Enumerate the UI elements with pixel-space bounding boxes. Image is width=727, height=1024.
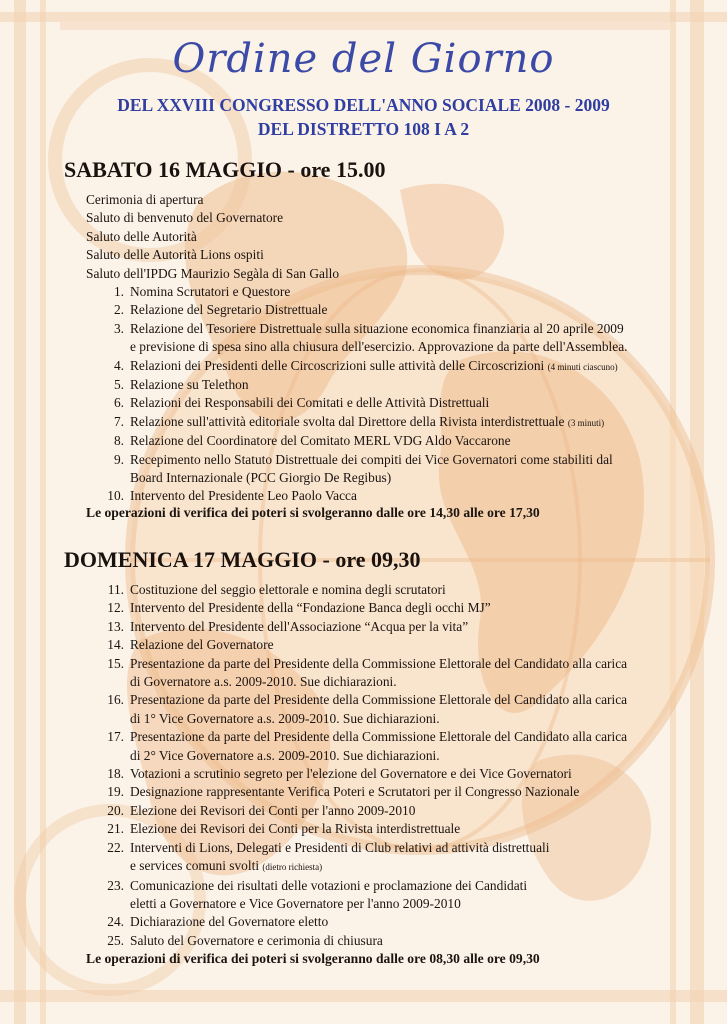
item-number: 4.	[113, 357, 124, 373]
agenda-item	[98, 877, 627, 914]
agenda-item	[98, 636, 627, 654]
item-text: Relazione del Coordinatore del Comitato MERL VDG Aldo Vaccarone	[130, 433, 511, 449]
item-number: 22.	[107, 839, 124, 855]
item-text: Votazioni a scrutinio segreto per l'elezione del Governatore e dei Vice Governatori	[130, 766, 572, 782]
item-number: 12.	[107, 600, 124, 616]
agenda-item	[98, 932, 627, 950]
item-text: Relazione del Segretario Distrettuale	[130, 302, 328, 318]
item-number: 17.	[107, 729, 124, 745]
intro-line: Saluto di benvenuto del Governatore	[86, 210, 284, 226]
item-number: 25.	[107, 932, 124, 948]
day1-agenda-list	[98, 283, 628, 506]
agenda-item	[98, 432, 628, 450]
agenda-item	[98, 802, 627, 820]
agenda-item	[98, 839, 627, 877]
item-text: Interventi di Lions, Delegati e Presidenti di Club relativi ad attività distrettuali	[130, 839, 550, 855]
item-number: 24.	[107, 914, 124, 930]
item-text: Relazioni dei Presidenti delle Circoscrizioni sulle attività delle Circoscrizioni	[130, 357, 545, 373]
item-text-continued: di Governatore a.s. 2009-2010. Sue dichiarazioni.	[130, 674, 397, 690]
item-number: 19.	[107, 784, 124, 800]
agenda-item	[98, 655, 627, 692]
item-number: 3.	[113, 320, 124, 336]
intro-line: Saluto delle Autorità	[86, 228, 197, 244]
item-text: Comunicazione dei risultati delle votazioni e proclamazione dei Candidati	[130, 877, 528, 893]
item-text: Relazione del Governatore	[130, 637, 274, 653]
item-text: Presentazione da parte del Presidente della Commissione Elettorale del Candidato alla carica	[130, 729, 628, 745]
day2-heading: DOMENICA 17 MAGGIO - ore 09,30	[64, 547, 421, 572]
item-text: Dichiarazione del Governatore eletto	[130, 914, 329, 930]
item-text: Nomina Scrutatori e Questore	[130, 284, 291, 299]
item-text: Recepimento nello Statuto Distrettuale dei compiti dei Vice Governatori come stabiliti dal	[130, 451, 613, 467]
item-text: Relazione su Telethon	[130, 377, 249, 393]
intro-line: Cerimonia di apertura	[86, 192, 204, 207]
item-number: 8.	[113, 433, 124, 449]
item-text-continued: e services comuni svolti	[130, 858, 260, 874]
item-number: 2.	[113, 302, 124, 318]
day2-verification-note: Le operazioni di verifica dei poteri si svolgeranno dalle ore 08,30 alle ore 09,30	[86, 951, 540, 966]
item-number: 9.	[113, 451, 124, 467]
item-number: 23.	[107, 877, 124, 893]
agenda-item	[98, 301, 628, 319]
item-number: 14.	[107, 637, 124, 653]
agenda-item	[98, 765, 627, 783]
agenda-item	[98, 820, 627, 838]
day1-verification-note: Le operazioni di verifica dei poteri si svolgeranno dalle ore 14,30 alle ore 17,30	[86, 505, 540, 520]
day1-heading: SABATO 16 MAGGIO - ore 15.00	[64, 157, 386, 182]
item-note: (3 minuti)	[567, 417, 605, 428]
agenda-item	[98, 728, 627, 765]
item-text: Relazione sull'attività editoriale svolta dal Direttore della Rivista interdistrettuale	[130, 413, 565, 429]
item-number: 11.	[107, 582, 124, 597]
item-text-continued: e previsione di spesa sino alla chiusura dell'esercizio. Approvazione da parte dell'Assemblea.	[130, 339, 628, 355]
subtitle-congress: DEL XXVIII CONGRESSO DELL'ANNO SOCIALE 2008 - 2009	[117, 95, 610, 115]
item-number: 20.	[107, 802, 124, 818]
item-number: 15.	[107, 655, 124, 671]
item-text-continued: di 1° Vice Governatore a.s. 2009-2010. Sue dichiarazioni.	[130, 710, 440, 726]
day1-intro-list	[86, 191, 339, 283]
agenda-item	[98, 691, 627, 728]
item-text: Presentazione da parte del Presidente della Commissione Elettorale del Candidato alla carica	[130, 655, 628, 671]
item-text: Designazione rappresentante Verifica Poteri e Scrutatori per il Congresso Nazionale	[130, 784, 580, 800]
item-text: Saluto del Governatore e cerimonia di chiusura	[130, 932, 383, 948]
item-text-continued: eletti a Governatore e Vice Governatore per l'anno 2009-2010	[130, 895, 461, 911]
item-text: Relazione del Tesoriere Distrettuale sulla situazione economica finanziaria al 20 aprile 2009	[130, 320, 624, 336]
item-number: 10.	[107, 488, 124, 504]
item-number: 5.	[113, 377, 124, 393]
agenda-item	[98, 413, 628, 432]
item-text: Relazioni dei Responsabili dei Comitati e delle Attività Distrettuali	[130, 395, 490, 411]
item-number: 16.	[107, 692, 124, 708]
page-title: Ordine del Giorno	[172, 36, 555, 82]
item-number: 13.	[107, 618, 124, 634]
item-text-continued: di 2° Vice Governatore a.s. 2009-2010. Sue dichiarazioni.	[130, 747, 440, 763]
item-note: (4 minuti ciascuno)	[547, 361, 618, 372]
agenda-item	[98, 376, 628, 394]
agenda-item	[98, 451, 628, 488]
day2-agenda-list	[98, 581, 627, 950]
agenda-item	[98, 283, 628, 301]
item-number: 1.	[113, 284, 124, 299]
item-text: Costituzione del seggio elettorale e nomina degli scrutatori	[130, 582, 446, 597]
agenda-item	[98, 357, 628, 376]
item-text: Intervento del Presidente della “Fondazione Banca degli occhi MJ”	[130, 600, 491, 616]
agenda-item	[98, 618, 627, 636]
item-text-continued: Board Internazionale (PCC Giorgio De Regibus)	[130, 470, 392, 486]
intro-line: Saluto dell'IPDG Maurizio Segàla di San Gallo	[86, 265, 340, 281]
item-note: (dietro richiesta)	[262, 862, 323, 873]
agenda-item	[98, 599, 627, 617]
item-text: Presentazione da parte del Presidente della Commissione Elettorale del Candidato alla carica	[130, 692, 628, 708]
intro-line: Saluto delle Autorità Lions ospiti	[86, 247, 264, 263]
agenda-item	[98, 320, 628, 357]
item-number: 6.	[113, 395, 124, 411]
item-number: 21.	[107, 821, 124, 837]
agenda-item	[98, 783, 627, 801]
agenda-item	[98, 913, 627, 931]
agenda-item	[98, 394, 628, 412]
agenda-item	[98, 581, 627, 599]
item-text: Intervento del Presidente dell'Associazione “Acqua per la vita”	[130, 618, 469, 634]
item-text: Elezione dei Revisori dei Conti per l'anno 2009-2010	[130, 802, 416, 818]
subtitle-district: DEL DISTRETTO 108 I A 2	[257, 119, 470, 139]
item-text: Elezione dei Revisori dei Conti per la Rivista interdistrettuale	[130, 821, 461, 837]
item-number: 7.	[113, 413, 124, 429]
item-number: 18.	[107, 766, 124, 782]
item-text: Intervento del Presidente Leo Paolo Vacca	[130, 488, 357, 504]
